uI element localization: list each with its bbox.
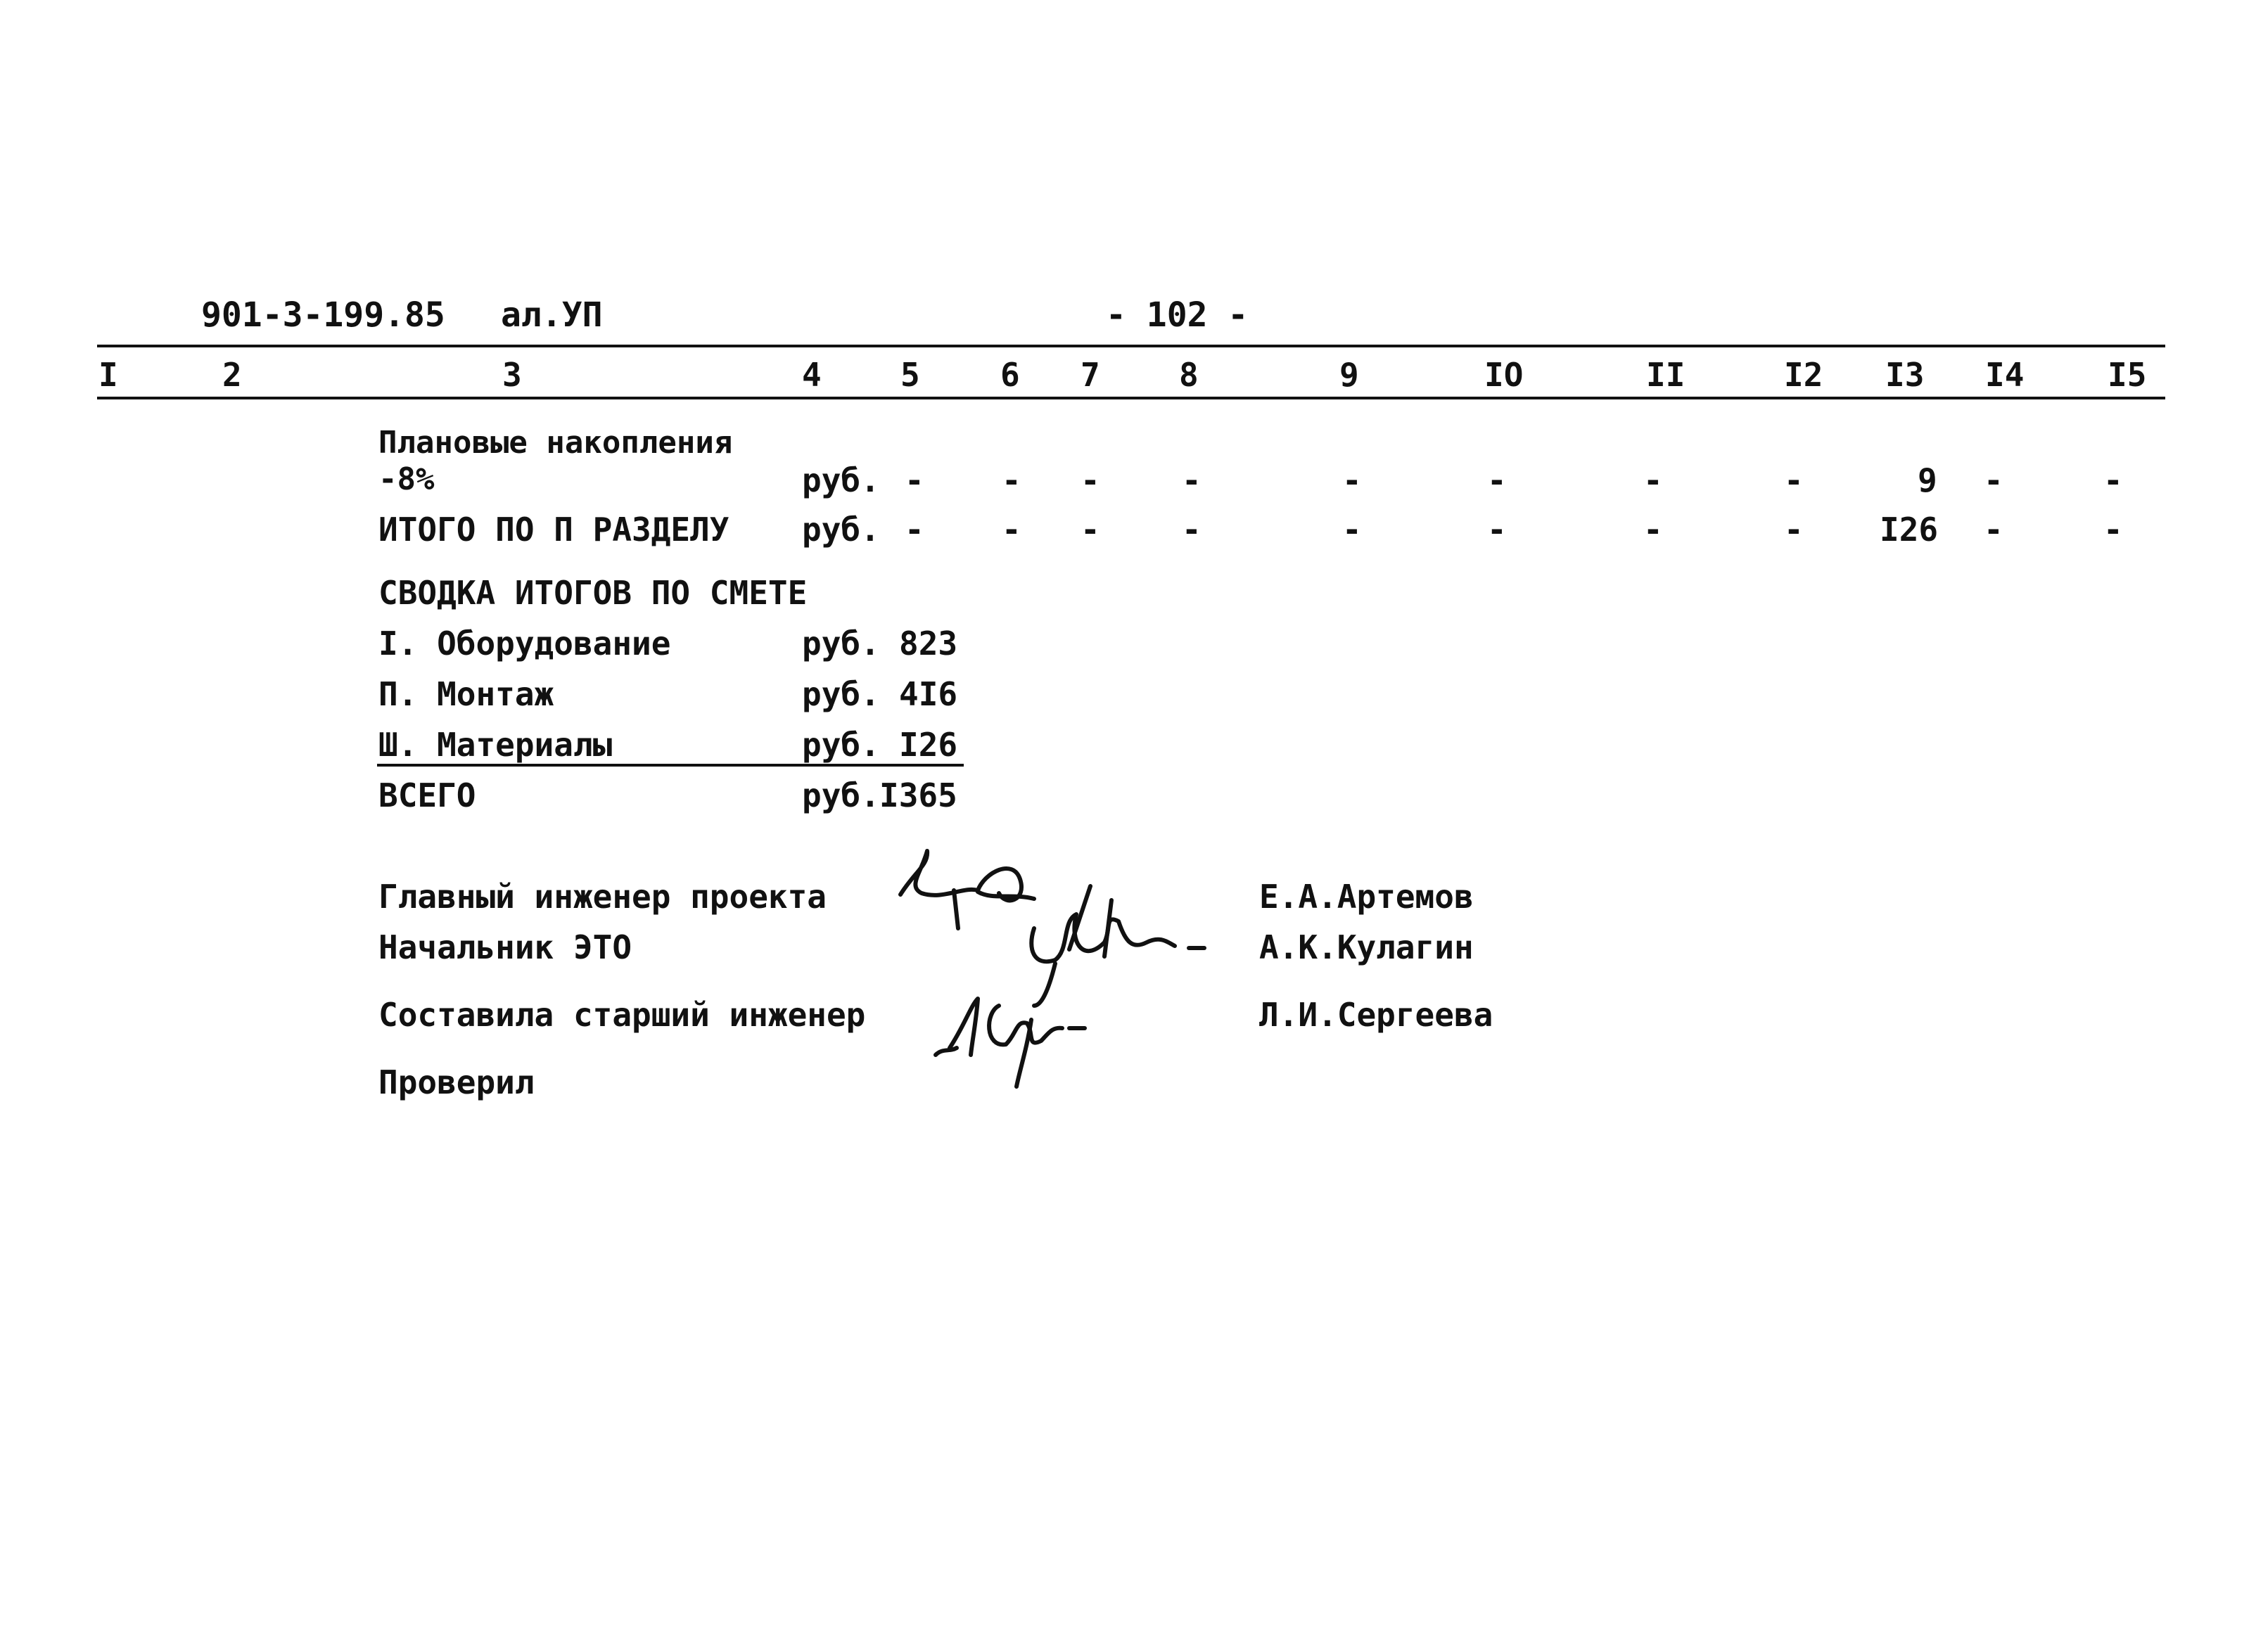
table-cell: - — [1342, 461, 1362, 499]
signatory-name: А.К.Кулагин — [1259, 928, 1474, 966]
document-code: 901-3-199.85 — [201, 295, 445, 335]
table-cell: - — [1182, 461, 1202, 499]
table-cell: - — [905, 461, 924, 499]
column-number: I3 — [1885, 356, 1925, 394]
row-unit: руб. — [802, 461, 880, 499]
table-cell: - — [1081, 461, 1100, 499]
column-number: 4 — [802, 356, 822, 394]
table-cell: - — [2103, 461, 2123, 499]
summary-item-label: Ш. Материалы — [378, 726, 613, 764]
summary-item-label: П. Монтаж — [378, 675, 554, 713]
row-unit: руб. — [802, 511, 880, 549]
column-number: II — [1646, 356, 1685, 394]
table-header-rule — [97, 397, 2165, 399]
summary-item-value: 823 — [899, 625, 958, 662]
summary-total-value: I365 — [879, 776, 957, 814]
column-number: 2 — [222, 356, 242, 394]
table-cell: - — [1784, 461, 1804, 499]
summary-title: СВОДКА ИТОГОВ ПО СМЕТЕ — [378, 574, 808, 612]
row-label: Плановые накопления — [378, 425, 733, 461]
table-cell: - — [2103, 511, 2123, 549]
row-label: ИТОГО ПО П РАЗДЕЛУ — [378, 511, 729, 549]
summary-item-unit: руб. — [802, 625, 880, 662]
table-cell: - — [1643, 511, 1663, 549]
table-cell: - — [1342, 511, 1362, 549]
table-cell: - — [1487, 461, 1507, 499]
signatory-name: Л.И.Сергеева — [1259, 996, 1493, 1034]
row-label-percent: -8% — [378, 461, 435, 497]
table-cell: - — [1784, 511, 1804, 549]
table-cell: - — [1984, 511, 2003, 549]
table-cell: - — [905, 511, 924, 549]
handwritten-signature — [893, 844, 1231, 1097]
summary-item-label: I. Оборудование — [378, 625, 671, 662]
signatory-role: Проверил — [378, 1063, 535, 1101]
table-cell: - — [1643, 461, 1663, 499]
signatory-role: Составила старший инженер — [378, 996, 866, 1034]
column-number: I4 — [1985, 356, 2025, 394]
table-cell: - — [1002, 511, 1021, 549]
sheet-label: ал.УП — [501, 295, 603, 335]
page-number: - 102 - — [1106, 295, 1249, 335]
summary-item-unit: руб. — [802, 675, 880, 713]
column-number: 5 — [900, 356, 920, 394]
table-cell: - — [1002, 461, 1021, 499]
summary-item-value: 4I6 — [899, 675, 958, 713]
table-cell: - — [1182, 511, 1202, 549]
column-number: 6 — [1000, 356, 1020, 394]
table-cell: 9 — [1918, 461, 1937, 499]
summary-total-unit: руб. — [802, 776, 880, 814]
table-cell: I26 — [1880, 511, 1939, 549]
column-number: I — [98, 356, 118, 394]
summary-total-label: ВСЕГО — [378, 776, 476, 814]
column-number: I5 — [2108, 356, 2147, 394]
summary-total-rule — [377, 764, 964, 767]
summary-item-unit: руб. — [802, 726, 880, 764]
column-number: IO — [1484, 356, 1524, 394]
table-cell: - — [1487, 511, 1507, 549]
signatory-name: Е.А.Артемов — [1259, 878, 1474, 916]
table-cell: - — [1984, 461, 2003, 499]
summary-item-value: I26 — [899, 726, 958, 764]
signatory-role: Начальник ЭТО — [378, 928, 632, 966]
column-number: 9 — [1339, 356, 1359, 394]
column-number: I2 — [1784, 356, 1823, 394]
column-number: 8 — [1179, 356, 1199, 394]
signatory-role: Главный инженер проекта — [378, 878, 827, 916]
table-top-rule — [97, 345, 2165, 347]
table-cell: - — [1081, 511, 1100, 549]
column-number: 7 — [1081, 356, 1100, 394]
column-number: 3 — [502, 356, 522, 394]
